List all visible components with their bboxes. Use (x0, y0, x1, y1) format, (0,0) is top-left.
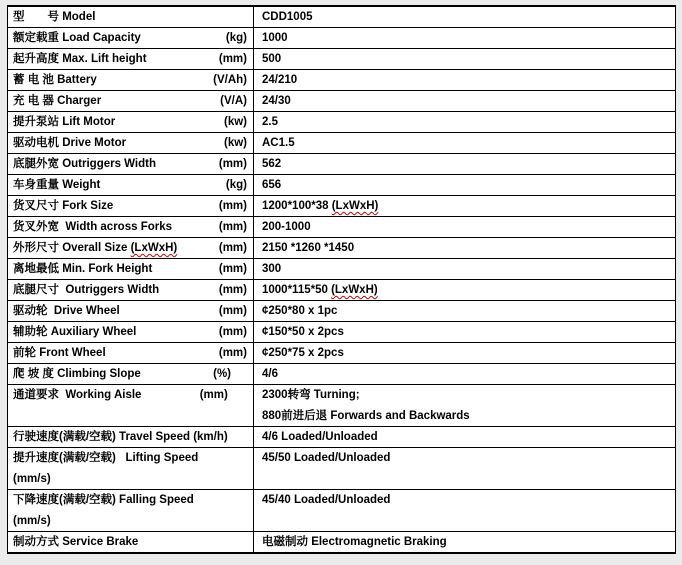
param-cell (8, 532, 254, 554)
param-label-row (13, 367, 248, 382)
value-text: 562 (262, 158, 282, 170)
spec-row (8, 175, 676, 196)
value-text: 4/6 Loaded/Unloaded (262, 431, 378, 443)
value-cell (254, 91, 676, 112)
param-label (13, 31, 226, 46)
param-unit: (mm) (218, 200, 247, 212)
param-label-row (13, 241, 248, 256)
param-label-text: 提升泵站 Lift Motor (13, 116, 116, 128)
param-unit: (mm) (218, 242, 247, 254)
spec-row (8, 154, 676, 175)
param-cell (8, 259, 254, 280)
param-label-row (13, 304, 248, 319)
spec-table-body (8, 6, 676, 553)
value-line (262, 115, 670, 130)
value-text: ¢250*75 x 2pcs (262, 347, 344, 359)
value-line (262, 199, 670, 214)
param-label-text: 货叉外宽 Width across Forks (13, 221, 173, 233)
value-line (262, 346, 670, 361)
param-label (13, 220, 219, 235)
param-label-row (13, 262, 248, 277)
param-label (13, 10, 248, 25)
param-label (13, 451, 248, 466)
param-unit: (kw) (224, 116, 247, 128)
value-text: CDD1005 (262, 11, 313, 23)
param-label (13, 178, 226, 193)
value-text: 24/30 (262, 95, 291, 107)
param-cell (8, 6, 254, 28)
value-text: 880前进后退 Forwards and Backwards (262, 410, 470, 422)
spec-row (8, 532, 676, 554)
param-unit: (V/Ah) (213, 74, 247, 86)
param-label-misspelled-text: (LxWxH) (130, 242, 178, 254)
param-unit: (mm) (218, 221, 247, 233)
param-label-text: 下降速度(满载/空载) Falling Speed (13, 494, 194, 506)
value-text: 1000*115*50 (262, 284, 332, 296)
value-cell (254, 49, 676, 70)
param-cell (8, 49, 254, 70)
value-cell (254, 112, 676, 133)
spec-row (8, 238, 676, 259)
param-cell (8, 112, 254, 133)
param-label-row (13, 430, 248, 445)
spec-row (8, 112, 676, 133)
spec-sheet (7, 5, 676, 554)
param-label-text: 前轮 Front Wheel (13, 347, 106, 359)
param-unit: (V/A) (220, 95, 247, 107)
spec-row (8, 343, 676, 364)
param-cell (8, 280, 254, 301)
param-label-row (13, 31, 248, 46)
param-label (13, 430, 248, 445)
value-line (262, 262, 670, 277)
param-label-row (13, 346, 248, 361)
value-cell (254, 448, 676, 490)
value-line (262, 136, 670, 151)
value-cell (254, 532, 676, 554)
value-cell (254, 322, 676, 343)
spec-row (8, 490, 676, 532)
value-line (262, 451, 670, 466)
param-label-row (13, 325, 248, 340)
param-label (13, 241, 219, 256)
value-cell (254, 154, 676, 175)
value-misspelled-text: (LxWxH) (331, 284, 378, 296)
spec-row (8, 259, 676, 280)
value-misspelled-text: (LxWxH) (331, 200, 379, 212)
param-label-text: 底腿外宽 Outriggers Width (13, 158, 157, 170)
spec-row (8, 196, 676, 217)
param-cell (8, 91, 254, 112)
param-label-row (13, 94, 248, 109)
param-label-text: 起升高度 Max. Lift height (13, 53, 147, 65)
param-label-row (13, 136, 248, 151)
value-line (262, 409, 670, 424)
spec-row (8, 427, 676, 448)
value-text: 2.5 (262, 116, 278, 128)
param-unit: (kw) (224, 137, 247, 149)
param-label-row (13, 493, 248, 508)
param-label-text: 额定载重 Load Capacity (13, 32, 141, 44)
param-label (13, 199, 219, 214)
value-text: 2150 *1260 *1450 (262, 242, 355, 254)
value-text: 1000 (262, 32, 288, 44)
value-text: 45/40 Loaded/Unloaded (262, 494, 391, 506)
param-cell (8, 385, 254, 427)
param-cell (8, 238, 254, 259)
spec-row (8, 49, 676, 70)
param-unit: (mm) (218, 158, 247, 170)
param-unit: (kg) (225, 179, 247, 191)
param-unit: (mm) (218, 347, 247, 359)
value-cell (254, 385, 676, 427)
param-label-text: 外形尺寸 Overall Size (13, 242, 131, 254)
param-label-row (13, 10, 248, 25)
spec-row (8, 448, 676, 490)
param-cell (8, 448, 254, 490)
param-label-line2: (mm/s) (13, 515, 51, 527)
value-line (262, 283, 670, 298)
param-label-text: 充 电 器 Charger (13, 95, 102, 107)
value-cell (254, 364, 676, 385)
param-unit: (mm) (218, 263, 247, 275)
param-label-text: 通道要求 Working Aisle (13, 389, 142, 401)
value-text: ¢250*80 x 1pc (262, 305, 338, 317)
param-label-row (13, 220, 248, 235)
param-unit: (%) (213, 368, 247, 380)
value-cell (254, 238, 676, 259)
value-line (262, 493, 670, 508)
spec-row (8, 70, 676, 91)
param-label-text: 爬 坡 度 Climbing Slope (13, 368, 141, 380)
value-cell (254, 259, 676, 280)
value-line (262, 10, 670, 25)
value-text: 电磁制动 Electromagnetic Braking (262, 536, 447, 548)
value-line (262, 430, 670, 445)
value-text: 2300转弯 Turning; (262, 389, 360, 401)
value-text: 1200*100*38 (262, 200, 332, 212)
param-cell (8, 175, 254, 196)
param-label-row (13, 451, 248, 466)
value-cell (254, 6, 676, 28)
param-label-text: 底腿尺寸 Outriggers Width (13, 284, 160, 296)
param-label (13, 325, 219, 340)
param-label (13, 136, 224, 151)
spec-row (8, 6, 676, 28)
param-unit: (mm) (199, 389, 247, 401)
value-text: 500 (262, 53, 282, 65)
spec-row (8, 385, 676, 427)
value-cell (254, 28, 676, 49)
param-label-row (13, 52, 248, 67)
value-line (262, 31, 670, 46)
spec-row (8, 322, 676, 343)
value-text: 200-1000 (262, 221, 311, 233)
value-line (262, 73, 670, 88)
param-label (13, 115, 224, 130)
value-cell (254, 301, 676, 322)
value-cell (254, 175, 676, 196)
param-cell (8, 490, 254, 532)
param-label (13, 535, 248, 550)
value-line (262, 157, 670, 172)
param-label-row (13, 157, 248, 172)
spec-row (8, 28, 676, 49)
value-line (262, 220, 670, 235)
value-cell (254, 280, 676, 301)
param-label-row (13, 388, 248, 403)
value-text: 24/210 (262, 74, 298, 86)
param-unit: (mm) (218, 326, 247, 338)
param-cell (8, 427, 254, 448)
param-label-row (13, 178, 248, 193)
value-cell (254, 490, 676, 532)
param-label (13, 304, 219, 319)
param-label (13, 262, 219, 277)
param-label (13, 52, 219, 67)
value-line (262, 304, 670, 319)
param-cell (8, 133, 254, 154)
param-label (13, 283, 219, 298)
param-label-text: 行驶速度(满载/空载) Travel Speed (km/h) (13, 431, 228, 443)
param-label-text: 提升速度(满载/空载) Lifting Speed (13, 452, 199, 464)
param-label (13, 346, 219, 361)
value-text: AC1.5 (262, 137, 295, 149)
value-text: ¢150*50 x 2pcs (262, 326, 344, 338)
param-unit: (mm) (218, 53, 247, 65)
spec-row (8, 217, 676, 238)
param-label-text: 驱动电机 Drive Motor (13, 137, 127, 149)
param-label-text: 型 号 Model (13, 11, 96, 23)
value-line (262, 52, 670, 67)
spec-row (8, 280, 676, 301)
value-line (262, 178, 670, 193)
param-cell (8, 70, 254, 91)
param-unit: (kg) (225, 32, 247, 44)
param-label-row (13, 115, 248, 130)
spec-table (7, 5, 676, 554)
param-label-row (13, 199, 248, 214)
value-text: 656 (262, 179, 282, 191)
param-cell (8, 217, 254, 238)
param-label (13, 157, 219, 172)
param-label (13, 73, 213, 88)
param-label-text: 车身重量 Weight (13, 179, 101, 191)
spec-row (8, 91, 676, 112)
param-cell (8, 196, 254, 217)
param-label-row (13, 283, 248, 298)
value-line (262, 94, 670, 109)
value-line (262, 388, 670, 403)
param-label-row (13, 535, 248, 550)
spec-row (8, 133, 676, 154)
value-line (262, 241, 670, 256)
value-line (262, 367, 670, 382)
value-text: 4/6 (262, 368, 278, 380)
value-cell (254, 70, 676, 91)
param-label-text: 货叉尺寸 Fork Size (13, 200, 114, 212)
value-cell (254, 196, 676, 217)
param-label (13, 367, 213, 382)
param-unit: (mm) (218, 305, 247, 317)
value-text: 45/50 Loaded/Unloaded (262, 452, 391, 464)
value-cell (254, 133, 676, 154)
param-label-row (13, 73, 248, 88)
spec-row (8, 364, 676, 385)
param-label (13, 493, 248, 508)
param-cell (8, 364, 254, 385)
value-line (262, 535, 670, 550)
param-label-text: 制动方式 Service Brake (13, 536, 139, 548)
value-text: 300 (262, 263, 282, 275)
param-label (13, 94, 220, 109)
param-cell (8, 301, 254, 322)
param-label-text: 蓄 电 池 Battery (13, 74, 97, 86)
value-cell (254, 343, 676, 364)
param-cell (8, 154, 254, 175)
value-cell (254, 427, 676, 448)
param-cell (8, 322, 254, 343)
param-label-text: 离地最低 Min. Fork Height (13, 263, 153, 275)
param-label-text: 驱动轮 Drive Wheel (13, 305, 120, 317)
spec-row (8, 301, 676, 322)
param-unit: (mm) (218, 284, 247, 296)
param-cell (8, 28, 254, 49)
param-label-line2: (mm/s) (13, 473, 51, 485)
value-cell (254, 217, 676, 238)
param-label-text: 辅助轮 Auxiliary Wheel (13, 326, 137, 338)
param-label (13, 388, 200, 403)
param-cell (8, 343, 254, 364)
value-line (262, 325, 670, 340)
